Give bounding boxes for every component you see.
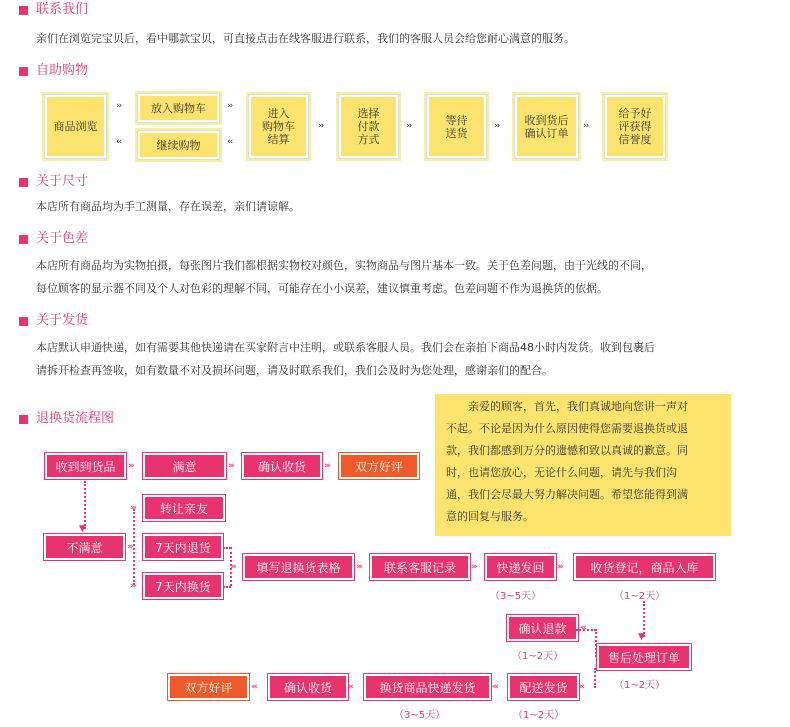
size-text: 本店所有商品均为手工测量，存在误差，亲们请谅解。 [36, 200, 300, 213]
section-title-shipping: 关于发货 [36, 313, 89, 328]
step-checkout: 进入 购物车 结算 [249, 95, 308, 158]
node-transfer-friend: 转让亲友 [145, 497, 223, 519]
node-confirm-receipt-2: 确认收货 [270, 676, 346, 698]
section-marker-icon [19, 178, 28, 187]
flow-arrow: ››› [127, 542, 132, 552]
flow-arrow: ‹‹‹ [580, 623, 585, 633]
flow-arrow: ››› [228, 461, 233, 471]
section-title-contact: 联系我们 [36, 2, 89, 17]
node-contact-cs: 联系客服记录 [372, 556, 468, 578]
arrow-down-icon: ▼ [79, 524, 86, 534]
step-wait: 等待 送货 [427, 95, 486, 158]
node-dispatch: 配送发货 [510, 676, 577, 698]
node-confirm-refund: 确认退款 [509, 617, 576, 639]
arrow-forward: ›› [583, 121, 589, 131]
flow-arrow: ››› [324, 461, 329, 471]
section-marker-icon [19, 235, 28, 244]
step-confirm: 收到货后 确认订单 [515, 95, 578, 158]
duration-receive-stock: （1~2天） [614, 591, 666, 602]
arrow-forward: ›› [116, 101, 122, 111]
duration-dispatch: （1~2天） [513, 710, 565, 721]
section-marker-icon [19, 317, 28, 326]
note-line: 亲爱的顾客，首先，我们真诚地向您讲一声对 [468, 400, 688, 413]
flow-arrow: ››› [356, 562, 361, 572]
flow-arrow: ‹‹‹ [578, 682, 583, 692]
duration-express-back: （3~5天） [490, 591, 542, 602]
section-title-returns: 退换货流程图 [36, 411, 115, 426]
node-exchange-7days: 7天内换货 [145, 575, 221, 597]
flow-arrow: ››› [230, 562, 235, 572]
flow-arrow: ‹‹‹ [492, 682, 497, 692]
flow-connector [576, 629, 596, 631]
arrow-down-icon: ▼ [638, 632, 645, 642]
note-line: 通，我们会尽最大努力解决问题。希望您能得到满 [446, 488, 688, 501]
node-after-sale: 售后处理订单 [599, 646, 689, 668]
note-line: 不起。不论是因为什么原因使得您需要退换货或退 [446, 422, 688, 435]
section-title-self-shop: 自助购物 [36, 63, 89, 78]
step-continue: 继续购物 [138, 131, 219, 159]
flow-arrow: ››› [130, 581, 135, 591]
shipping-text-line2: 请拆开检查再签收，如有数量不对及损坏问题，请及时联系我们，我们会及时为您处理，感谢亲们的配合。 [36, 364, 553, 377]
node-unsatisfied: 不满意 [46, 536, 123, 558]
node-receive-stock: 收货登记，商品入库 [576, 556, 713, 578]
section-title-size: 关于尺寸 [36, 174, 89, 189]
flow-connector [223, 547, 231, 549]
section-marker-icon [19, 6, 28, 15]
node-express-back: 快递发回 [487, 556, 554, 578]
flow-arrow: ››› [128, 461, 133, 471]
flow-connector [84, 481, 86, 529]
node-satisfied: 满意 [145, 455, 224, 477]
node-confirm-receipt: 确认收货 [244, 455, 320, 477]
node-return-7days: 7天内退货 [145, 536, 221, 558]
duration-confirm-refund: （1~2天） [512, 651, 564, 662]
step-review: 给予好 评获得 信誉度 [605, 95, 665, 158]
node-mutual-praise-2: 双方好评 [170, 676, 247, 698]
section-title-color: 关于色差 [36, 231, 89, 246]
flow-arrow: ››› [471, 562, 476, 572]
contact-text: 亲们在浏览完宝贝后，看中哪款宝贝，可直接点击在线客服进行联系，我们的客服人员会给您耐心满意的服务。 [36, 32, 575, 45]
flow-arrow: ‹‹‹ [251, 682, 256, 692]
arrow-back: ‹‹ [116, 137, 122, 147]
arrow-back: ‹‹ [227, 137, 233, 147]
note-line: 时，也请您放心，无论什么问题，请先与我们沟 [446, 466, 677, 479]
color-text-line1: 本店所有商品均为实物拍摄，每张图片我们都根据实物校对颜色，实物商品与图片基本一致。关于色差问题，由于光线的不同， [36, 259, 652, 272]
section-marker-icon [19, 415, 28, 424]
step-browse: 商品浏览 [45, 95, 106, 158]
section-marker-icon [19, 67, 28, 76]
step-payment: 选择 付款 方式 [339, 95, 398, 158]
apology-note [435, 394, 731, 536]
flow-connector [223, 586, 231, 588]
flow-connector [595, 629, 597, 657]
node-mutual-praise: 双方好评 [341, 455, 417, 477]
step-add-cart: 放入购物车 [138, 94, 219, 122]
arrow-forward: ›› [227, 101, 233, 111]
arrow-forward: ›› [318, 121, 324, 131]
arrow-forward: ›› [494, 121, 500, 131]
node-received: 收到到货品 [47, 455, 124, 477]
note-line: 意的回复与服务。 [446, 510, 534, 523]
node-exchange-ship: 换货商品快递发货 [366, 676, 489, 698]
node-fill-form: 填写退换货表格 [245, 556, 352, 578]
shipping-text-line1: 本店默认申通快递，如有需要其他快递请在买家附言中注明，或联系客服人员。我们会在亲拍下商品48小时内发货。收到包裹后 [36, 341, 655, 354]
flow-arrow: ‹‹‹ [347, 682, 352, 692]
duration-exchange-ship: （3~5天） [394, 710, 446, 721]
duration-after-sale: （1~2天） [614, 680, 666, 691]
color-text-line2: 每位顾客的显示器不同及个人对色彩的理解不同，可能存在小小误差，建议慎重考虑。色差问题不作为退换货的依据。 [36, 282, 608, 295]
flow-connector [594, 668, 596, 688]
arrow-forward: ›› [406, 121, 412, 131]
flow-connector [133, 509, 135, 585]
flow-arrow: ››› [130, 503, 135, 513]
note-line: 款，我们都感到万分的遗憾和致以真诚的歉意。同 [446, 444, 688, 457]
flow-arrow: ››› [557, 562, 562, 572]
